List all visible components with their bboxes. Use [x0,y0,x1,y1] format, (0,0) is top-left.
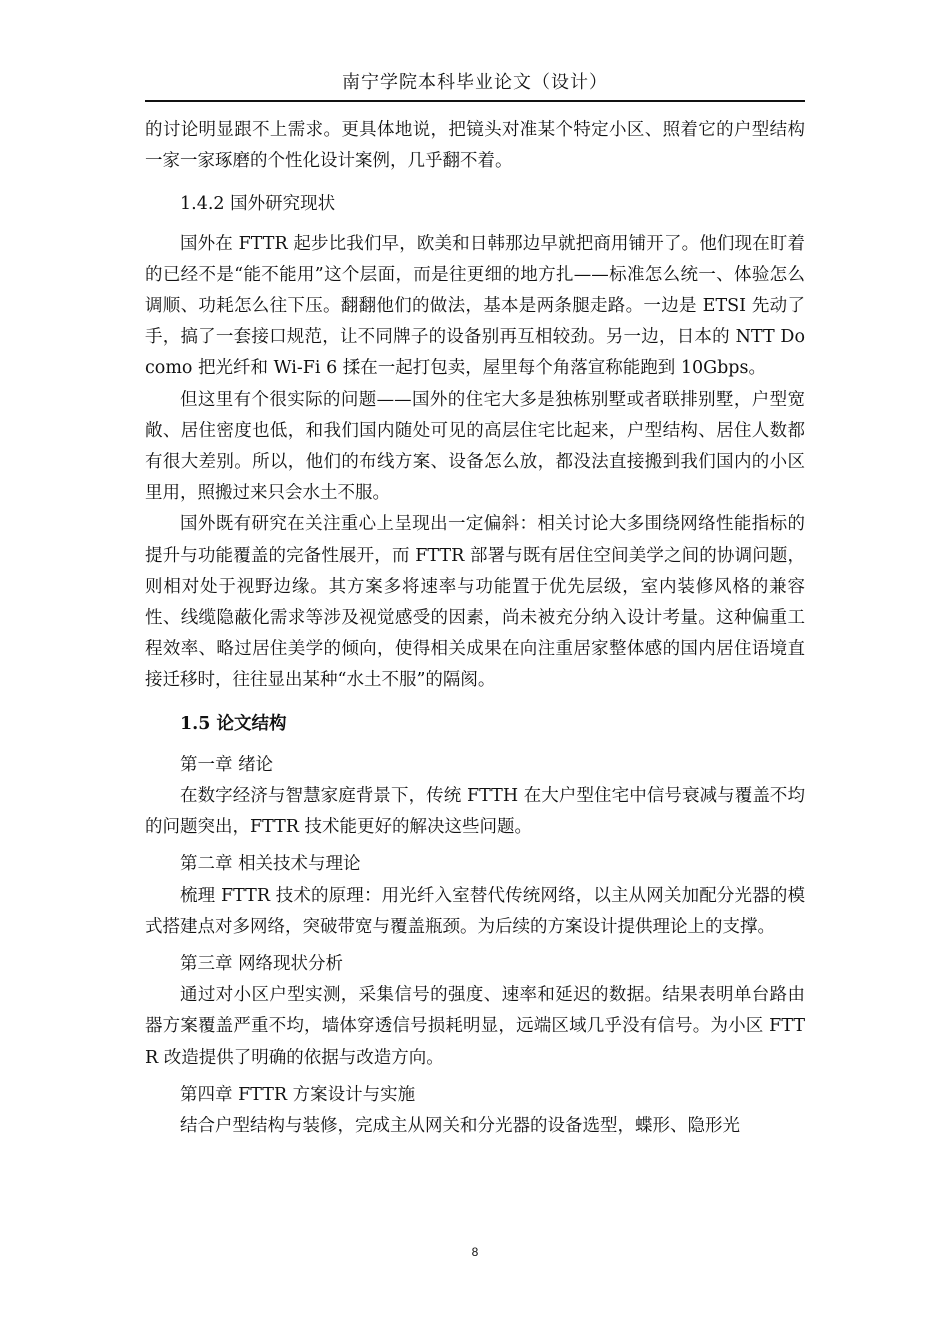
chapter-4-summary: 结合户型结构与装修，完成主从网关和分光器的设备选型，蝶形、隐形光 [180,1116,740,1137]
chapter-1-summary: 在数字经济与智慧家庭背景下，传统 FTTH 在大户型住宅中信号衰减与覆盖不均的问题突出，FTTR 技术能更好的解决这些问题。 [145,786,805,838]
paragraph-foreign-research-3: 国外既有研究在关注重心上呈现出一定偏斜：相关讨论大多围绕网络性能指标的提升与功能覆盖的完备性展开，而 FTTR 部署与既有居住空间美学之间的协调问题，则相对处于视野边缘。其方案多将速率与功能置于优先层级，室内装修风格的兼容性、线缆隐蔽化需求等涉及视觉感受的因素，尚未被充分纳入设计考量。这种偏重工程效率、略过居住美学的倾向，使得相关成果在向注重居家整体感的国内居住语境直接迁移时，往往显出某种“水土不服”的隔阂。 [145,514,805,691]
chapter-3-summary: 通过对小区户型实测，采集信号的强度、速率和延迟的数据。结果表明单台路由器方案覆盖严重不均，墙体穿透信号损耗明显，远端区域几乎没有信号。为小区 FTTR 改造提供了明确的依据与改造方向。 [145,985,805,1068]
chapter-3-title: 第三章 网络现状分析 [180,954,344,975]
paragraph-continued: 的讨论明显跟不上需求。更具体地说，把镜头对准某个特定小区、照着它的户型结构一家一家琢磨的个性化设计案例，几乎翻不着。 [145,120,805,172]
header-rule [145,100,805,102]
body-content [145,115,805,1142]
page-number: 8 [471,1245,479,1259]
chapter-1-title: 第一章 绪论 [180,754,274,775]
header-title: 南宁学院本科毕业论文（设计） [342,72,608,93]
paragraph-foreign-research-1: 国外在 FTTR 起步比我们早，欧美和日韩那边早就把商用铺开了。他们现在盯着的已经不是“能不能用”这个层面，而是往更细的地方扎——标准怎么统一、体验怎么调顺、功耗怎么往下压。翻翻他们的做法，基本是两条腿走路。一边是 ETSI 先动了手，搞了一套接口规范，让不同牌子的设备别再互相较劲。另一边，日本的 NTT Docomo 把光纤和 Wi-Fi 6 揉在一起打包卖，屋里每个角落宣称能跑到 10Gbps。 [145,233,805,379]
paragraph-foreign-research-2: 但这里有个很实际的问题——国外的住宅大多是独栋别墅或者联排别墅，户型宽敞、居住密度也低，和我们国内随处可见的高层住宅比起来，户型结构、居住人数都有很大差别。所以，他们的布线方案、设备怎么放，都没法直接搬到我们国内的小区里用，照搬过来只会水土不服。 [145,389,805,504]
section-heading-1-5: 1.5 论文结构 [180,713,287,734]
chapter-2-title: 第二章 相关技术与理论 [180,854,361,875]
subsection-heading-1-4-2: 1.4.2 国外研究现状 [180,194,336,215]
chapter-2-summary: 梳理 FTTR 技术的原理：用光纤入室替代传统网络，以主从网关加配分光器的模式搭建点对多网络，突破带宽与覆盖瓶颈。为后续的方案设计提供理论上的支撑。 [145,885,805,937]
page-header [145,70,805,102]
chapter-4-title: 第四章 FTTR 方案设计与实施 [180,1084,416,1105]
